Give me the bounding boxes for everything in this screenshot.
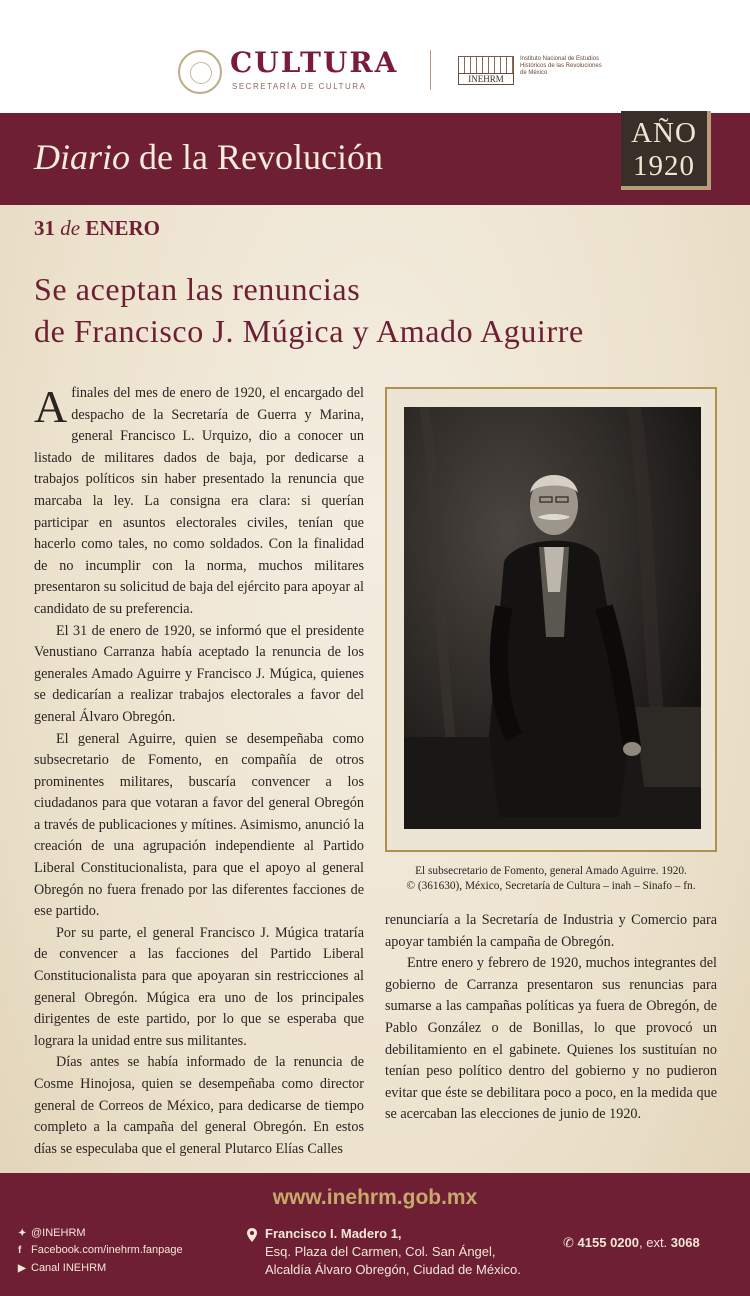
masthead-title bbox=[34, 136, 383, 178]
photo-caption-line-2: © (361630), México, Secretaría de Cultura – inah – Sinafo – fn. bbox=[406, 880, 696, 892]
phone-block[interactable] bbox=[563, 1235, 700, 1251]
address-block bbox=[265, 1225, 521, 1279]
cultura-logo-subtitle: SECRETARÍA DE CULTURA bbox=[232, 82, 367, 91]
website-link[interactable]: www.inehrm.gob.mx bbox=[272, 1186, 478, 1209]
phone-extension: 3068 bbox=[670, 1235, 700, 1250]
location-pin-icon bbox=[247, 1228, 257, 1242]
year-label: AÑO bbox=[631, 117, 697, 149]
article-paragraph-4: Por su parte, el general Francisco J. Múgica trataría de convencer a las facciones del Partido Liberal Constitucionalista para que apoyaran sin restricciones al general Obregón. Múgica era uno de los principales dirigentes de este partido, por lo que se esperaba que lograra la unidad entre sus militantes. bbox=[34, 924, 364, 1049]
logo-divider bbox=[430, 50, 431, 90]
cultura-logo-title: CULTURA bbox=[230, 46, 399, 79]
date-month: ENERO bbox=[85, 216, 161, 240]
article-paragraph-1 bbox=[34, 383, 364, 621]
twitter-item[interactable] bbox=[18, 1227, 86, 1239]
headline-line-1: Se aceptan las renuncias bbox=[34, 271, 361, 307]
youtube-icon: ▶ bbox=[18, 1263, 26, 1274]
portrait-photo bbox=[404, 407, 701, 829]
inehrm-building-icon bbox=[458, 56, 514, 74]
youtube-item[interactable] bbox=[18, 1262, 106, 1274]
youtube-channel: Canal INEHRM bbox=[31, 1262, 107, 1274]
article-paragraph-6: Entre enero y febrero de 1920, muchos integrantes del gobierno de Carranza presentaron sus renuncias para sumarse a las campañas políticas ya fuera de Obregón, de Pablo González o de Bonillas, lo que provocó un debilitamiento en el gabinete. Quienes los sustituían no tenían peso político dentro del gobierno y no pudieron evitar que éste se debilitara poco a poco, en la medida que se acercaban las elecciones de junio de 1920. bbox=[385, 955, 717, 1123]
headline bbox=[34, 268, 724, 352]
twitter-handle: @INEHRM bbox=[31, 1227, 86, 1239]
year-value: 1920 bbox=[633, 150, 695, 182]
article-paragraph-1-text: finales del mes de enero de 1920, el encargado del despacho de la Secretaría de Guerra y Marina, general Francisco L. Urquizo, dio a conocer un listado de militares dados de baja, por dedicarse a trabajos políticos sin haber presentado la renuncia que marcaba la ley. La consigna era clara: si querían participar en asuntos electorales civiles, tenían que hacerlo como tales, no como soldados. Con la finalidad de no incumplir con la norma, muchos militares presentaron su solicitud de baja del ejército para apoyar al candidato de su preferencia. bbox=[34, 385, 364, 617]
inehrm-logo-acronym: INEHRM bbox=[458, 73, 514, 85]
address-line-2: Esq. Plaza del Carmen, Col. San Ángel, bbox=[265, 1244, 496, 1259]
facebook-icon: f bbox=[18, 1245, 22, 1256]
facebook-page: Facebook.com/inehrm.fanpage bbox=[31, 1244, 183, 1256]
date-connector: de bbox=[60, 216, 81, 240]
article-paragraph-2: El 31 de enero de 1920, se informó que el presidente Venustiano Carranza había aceptado la renuncia de los generales Amado Aguirre y Francisco J. Múgica, quienes se dedicarían a realizar trabajos electorales a favor del general Álvaro Obregón. bbox=[34, 622, 364, 725]
date-day: 31 bbox=[34, 216, 55, 240]
article-column-right bbox=[385, 910, 717, 1150]
headline-line-2: de Francisco J. Múgica y Amado Aguirre bbox=[34, 313, 584, 349]
drop-cap: A bbox=[34, 381, 68, 432]
photo-caption-line-1: El subsecretario de Fomento, general Amado Aguirre. 1920. bbox=[415, 865, 687, 877]
national-seal-icon bbox=[178, 50, 222, 94]
masthead-title-italic: Diario bbox=[34, 137, 131, 177]
inehrm-logo-description: Instituto Nacional de Estudios Históricos de las Revoluciones de México bbox=[520, 56, 602, 76]
phone-number: 4155 0200 bbox=[577, 1235, 639, 1250]
article-paragraph-5: Días antes se había informado de la renuncia de Cosme Hinojosa, quien se desempeñaba como director general de Correos de México, para dedicarse de tiempo completo a la campaña del general Obregón. En estos días se especulaba que el general Plutarco Elías Calles bbox=[34, 1054, 364, 1157]
twitter-icon: ✦ bbox=[18, 1228, 27, 1239]
address-street: Francisco I. Madero 1, bbox=[265, 1226, 402, 1241]
article-paragraph-5-continued: renunciaría a la Secretaría de Industria y Comercio para apoyar también la campaña de Obregón. bbox=[385, 912, 717, 950]
phone-icon: ✆ bbox=[563, 1235, 574, 1250]
article-column-left bbox=[34, 381, 364, 1157]
facebook-item[interactable] bbox=[18, 1244, 183, 1256]
phone-ext-label: , ext. bbox=[638, 1235, 668, 1250]
article-paragraph-3: El general Aguirre, quien se desempeñaba como subsecretario de Fomento, en compañía de otros prominentes militares, buscaría convencer a los ciudadanos para que votaran a favor del general Obregón a través de publicaciones y mítines. Asimismo, anunció la creación de una agrupación independiente al Partido Liberal Constitucionalista, para que el apoyo al general Obregón no fuera frenado por las diferentes facciones de ese partido. bbox=[34, 730, 364, 920]
photo-caption bbox=[385, 864, 717, 894]
address-line-3: Alcaldía Álvaro Obregón, Ciudad de México. bbox=[265, 1262, 521, 1277]
masthead-title-rest: de la Revolución bbox=[130, 137, 383, 177]
date-line bbox=[34, 216, 160, 241]
